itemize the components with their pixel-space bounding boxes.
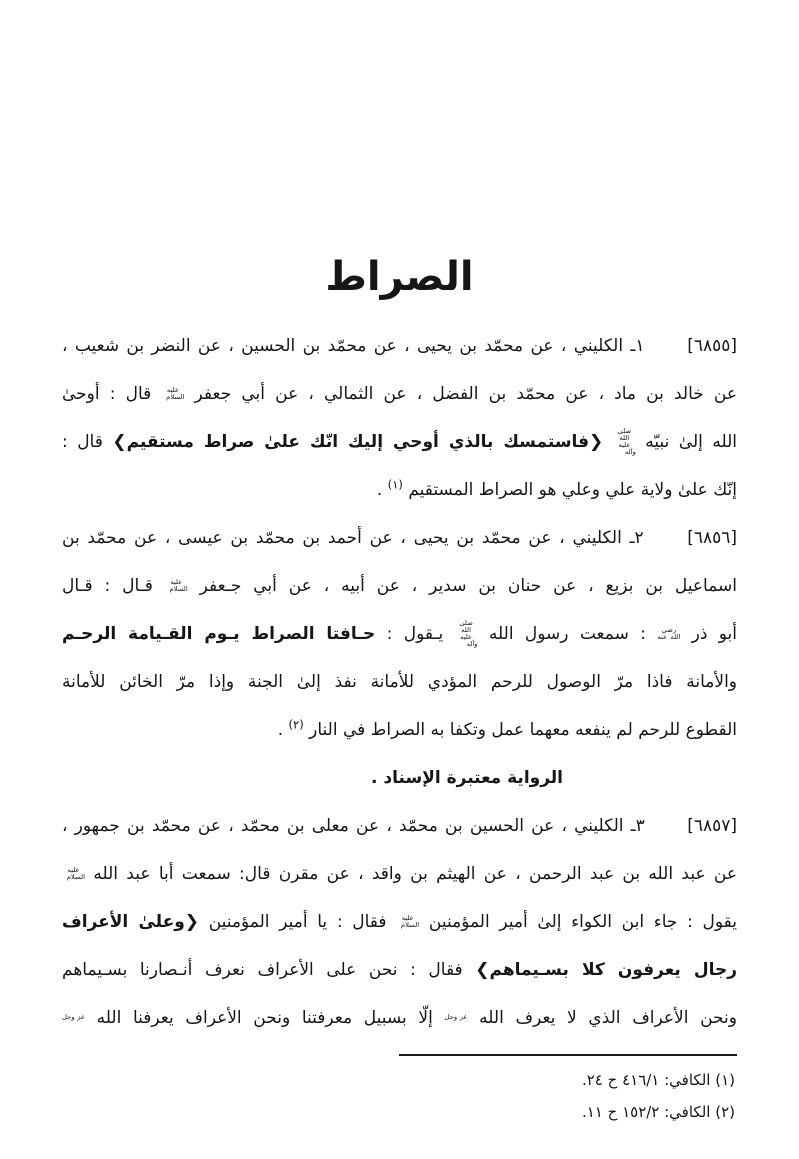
isnad-text: ١ـ الكليني ، عن محمّد بن يحيى ، عن محمّد بن الحسين ، عن النضر بن شعيب ، bbox=[62, 336, 645, 356]
text-line bbox=[62, 706, 737, 754]
text-line bbox=[62, 850, 737, 898]
isnad-text: عن خالد بن ماد ، عن محمّد بن الفضل ، عن الثمالي ، عن أبي جعفر bbox=[194, 384, 737, 404]
honorific-mark: رضي الله عنه bbox=[657, 625, 681, 641]
gap-spacer bbox=[651, 542, 679, 543]
isnad-text: ٢ـ الكليني ، عن محمّد بن يحيى ، عن أحمد بن محمّد بن عيسى ، عن محمّد بن bbox=[62, 528, 644, 548]
hadith-text: يقول : جاء ابن الكواء إلىٰ أمير المؤمنين bbox=[428, 912, 737, 932]
hadith-text: يـقول : bbox=[386, 624, 444, 644]
text-line bbox=[62, 322, 737, 370]
hadith-text: قـال : قـال bbox=[62, 576, 153, 596]
footnote-ref: (٢) bbox=[288, 717, 304, 732]
hadith-text: قال : bbox=[62, 432, 103, 452]
text-line bbox=[62, 946, 737, 994]
hadith-text: . bbox=[277, 720, 284, 740]
honorific-mark: عز وجل bbox=[444, 1013, 468, 1022]
hadith-text: ونحن الأعراف الذي لا يعرف الله bbox=[479, 1008, 737, 1028]
text-line bbox=[62, 802, 737, 850]
hadith-text-bold: حـافتا الصراط يـوم القـيامة الرحـم bbox=[62, 624, 376, 644]
isnad-text: ٣ـ الكليني ، عن الحسين بن محمّد ، عن معلى بن محمّد ، عن محمّد بن جمهور ، bbox=[62, 816, 645, 836]
quran-quote: رجال يعرفون كلا بسـيماهم❯ bbox=[475, 960, 737, 980]
text-line bbox=[62, 562, 737, 610]
text-line bbox=[62, 658, 737, 706]
grading-note: الرواية معتبرة الإسناد . bbox=[371, 768, 563, 788]
hadith-text: فقال : نحن على الأعراف نعرف أنـصارنا بسـيماهم bbox=[62, 960, 463, 980]
hadith-text: إنّك علىٰ ولاية علي وعلي هو الصراط المستقيم bbox=[408, 480, 737, 500]
quran-quote: ❮وعلىٰ الأعراف bbox=[62, 912, 200, 932]
entry-ref: [٦٨٥٦] bbox=[687, 528, 737, 548]
footnote-separator bbox=[399, 1054, 737, 1056]
honorific-mark: صلى الله عليه وآله bbox=[617, 426, 636, 457]
quran-quote: ❮فاستمسك بالذي أوحي إليك انّك علىٰ صراط مستقيم❯ bbox=[112, 432, 604, 452]
hadith-text: فقال : يا أمير المؤمنين bbox=[208, 912, 387, 932]
hadith-text: أبو ذر bbox=[691, 624, 738, 644]
text-line bbox=[62, 994, 737, 1042]
honorific-mark: عز وجل bbox=[62, 1013, 85, 1022]
hadith-text: إلّا بسبيل معرفتنا ونحن الأعراف يعرفنا الله bbox=[96, 1008, 433, 1028]
hadith-text: والأمانة فاذا مرّ الوصول للرحم المؤدي للأمانة نفذ إلىٰ الجنة وإذا مرّ الخائن للأمانة bbox=[62, 672, 737, 692]
footnotes bbox=[582, 1064, 735, 1128]
honorific-mark: صلى الله عليه وآله bbox=[459, 618, 478, 649]
text-line bbox=[62, 466, 737, 514]
footnote-item: (٢) الكافي: ١٥٢/٢ ح ١١. bbox=[581, 1103, 735, 1121]
page-title: الصراط bbox=[325, 253, 474, 300]
text-line bbox=[62, 418, 737, 466]
gap-spacer bbox=[652, 830, 680, 831]
text-line bbox=[62, 370, 737, 418]
gap-spacer bbox=[652, 350, 680, 351]
hadith-text: قال : أوحىٰ bbox=[62, 384, 152, 404]
hadith-text: : سمعت رسول الله bbox=[488, 624, 646, 644]
body-text bbox=[62, 322, 737, 1042]
isnad-text: عن عبد الله بن عبد الرحمن ، عن الهيثم بن واقد ، عن مقرن قال: سمعت أبا عبد الله bbox=[93, 864, 737, 884]
text-line bbox=[62, 754, 737, 802]
honorific-mark: عليه السلام bbox=[166, 385, 185, 401]
hadith-text: القطوع للرحم لم ينفعه معهما عمل وتكفا به الصراط في النار bbox=[309, 720, 737, 740]
honorific-mark: عليه السلام bbox=[66, 865, 85, 881]
entry-ref: [٦٨٥٥] bbox=[687, 336, 738, 356]
isnad-text: اسماعيل بن بزيع ، عن حنان بن سدير ، عن أبيه ، عن أبي جـعفر bbox=[199, 576, 738, 596]
text-line bbox=[62, 898, 737, 946]
footnote-item: (١) الكافي: ٤١٦/١ ح ٢٤. bbox=[581, 1071, 735, 1089]
entry-ref: [٦٨٥٧] bbox=[687, 816, 738, 836]
honorific-mark: عليه السلام bbox=[169, 577, 188, 593]
footnote-ref: (١) bbox=[387, 477, 403, 492]
honorific-mark: عليه السلام bbox=[400, 913, 420, 929]
hadith-text: الله إلىٰ نبيّه bbox=[645, 432, 737, 452]
text-line bbox=[62, 610, 737, 658]
text-line bbox=[62, 514, 737, 562]
hadith-text: . bbox=[376, 480, 383, 500]
